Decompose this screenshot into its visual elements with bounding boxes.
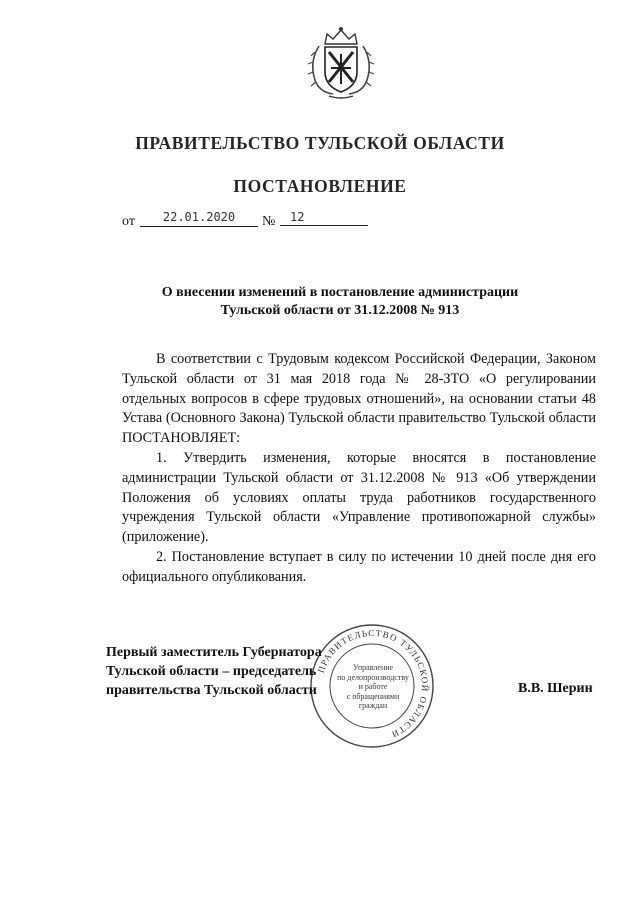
- date-number-line: [122, 210, 382, 232]
- body-paragraph-1: В соответствии с Трудовым кодексом Российской Федерации, Законом Тульской области от 31 мая 2018 года № 28-ЗТО «О регулировании отдельных вопросов в сфере трудовых отношений», на основании статьи 48 Устава (Основного Закона) Тульской области правительство Тульской области ПОСТАНОВЛЯЕТ:: [122, 351, 596, 447]
- government-title: ПРАВИТЕЛЬСТВО ТУЛЬСКОЙ ОБЛАСТИ: [135, 133, 505, 153]
- document-type: ПОСТАНОВЛЕНИЕ: [233, 176, 407, 196]
- signer-line-2: Тульской области – председатель: [106, 664, 317, 679]
- subject-line-2: Тульской области от 31.12.2008 № 913: [220, 303, 460, 318]
- document-body: [122, 350, 596, 588]
- stamp-line-1: Управление: [352, 663, 394, 672]
- stamp-line-4: с обращениями: [346, 691, 400, 701]
- subject-line-1: О внесении изменений в постановление администрации: [161, 285, 519, 300]
- number-value: 12: [280, 210, 368, 226]
- signer-line-1: Первый заместитель Губернатора: [106, 645, 322, 660]
- stamp-line-3: и работе: [358, 682, 388, 691]
- stamp-line-2: по делопроизводству: [337, 672, 409, 682]
- body-paragraph-3: 2. Постановление вступает в силу по истечении 10 дней после дня его официального опубликования.: [122, 548, 596, 585]
- number-label: №: [262, 214, 276, 229]
- date-label: от: [122, 214, 135, 229]
- document-subject: [60, 284, 620, 320]
- signer-name: В.В. Шерин: [518, 681, 593, 696]
- stamp-line-5: граждан: [358, 701, 388, 710]
- coat-of-arms-icon: [303, 22, 379, 102]
- body-paragraph-2: 1. Утвердить изменения, которые вносятся в постановление администрации Тульской области от 31.12.2008 № 913 «Об утверждении Положения об условиях оплаты труда работников государственного учреждения Тульской области «Управление противопожарной службы» (приложение).: [122, 449, 596, 546]
- signer-line-3: правительства Тульской области: [106, 683, 317, 698]
- date-value: 22.01.2020: [140, 210, 258, 227]
- signer-position: [106, 643, 366, 700]
- stamp-ring-text: ПРАВИТЕЛЬСТВО ТУЛЬСКОЙ ОБЛАСТИ: [315, 627, 431, 740]
